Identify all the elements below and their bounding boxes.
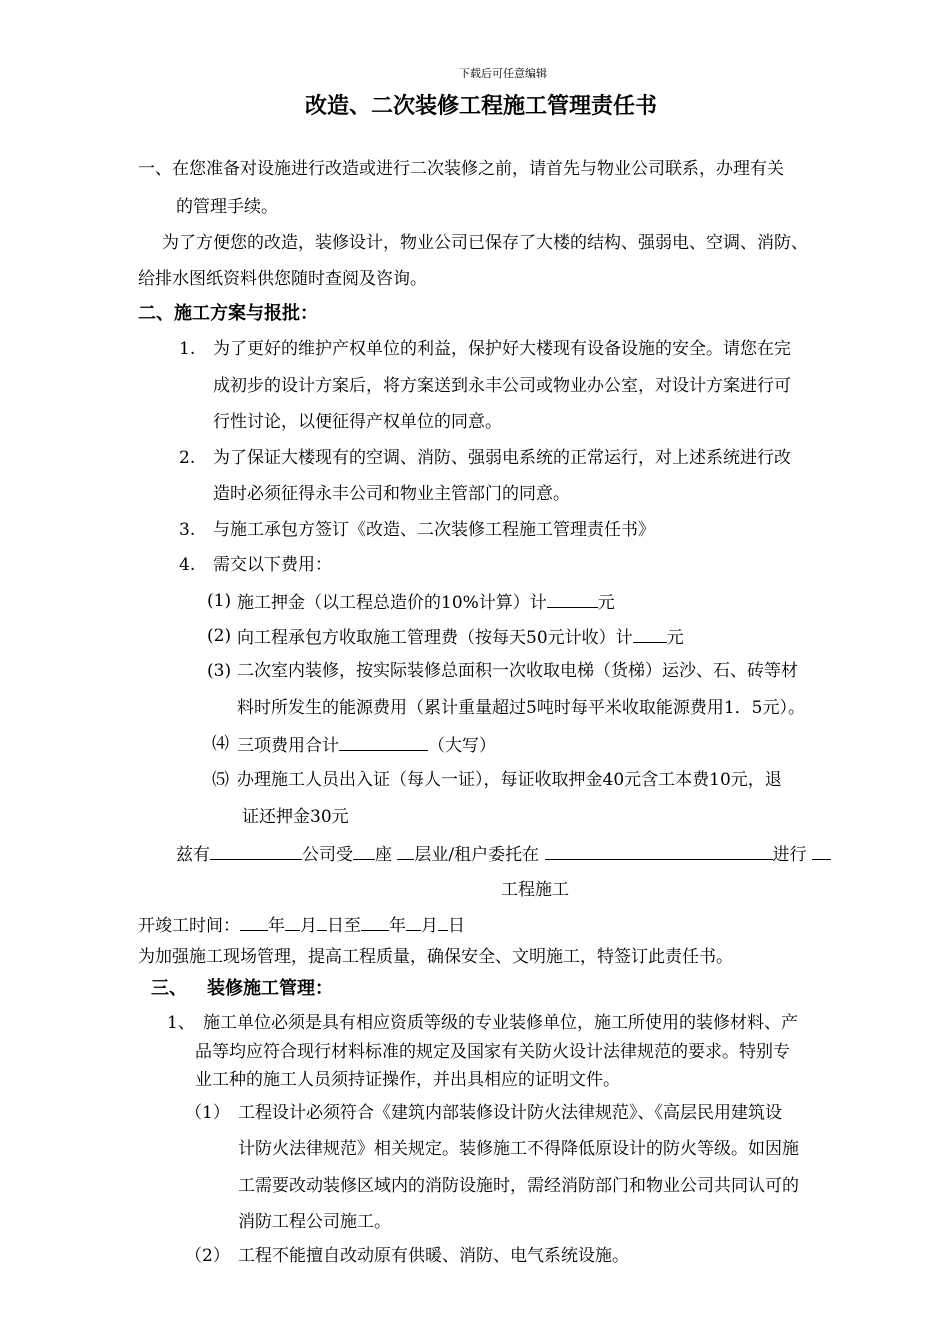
- agreement-line1: [176, 842, 831, 866]
- location-blank: [545, 842, 773, 860]
- page-header-note: 下载后可任意编辑: [459, 67, 547, 80]
- s1-p2-line1: 为了方便您的改造，装修设计，物业公司已保存了大楼的结构、强弱电、空调、消防、: [162, 233, 808, 253]
- s3-sub1-line1: 工程设计必须符合《建筑内部装修设计防火法律规范》、《高层民用建筑设: [238, 1103, 782, 1123]
- fee3-number: (3): [207, 661, 232, 681]
- s2-item1-line1: 为了更好的维护产权单位的利益，保护好大楼现有设备设施的安全。请您在完: [213, 339, 791, 359]
- s3-heading-number: 三、: [151, 978, 187, 999]
- time-label: 开竣工时间：: [138, 916, 240, 936]
- fee1-amount-blank: [547, 590, 598, 608]
- page-title: 改造、二次装修工程施工管理责任书: [305, 93, 658, 119]
- s3-sub1-line2: 计防火法律规范》相关规定。装修施工不得降低原设计的防火等级。如因施: [238, 1139, 799, 1159]
- s2-item3-number: 3.: [179, 520, 196, 540]
- time-month2-label: 月: [421, 916, 438, 936]
- agreement-text-5: 进行: [772, 845, 807, 865]
- end-day-blank: [438, 913, 448, 931]
- s3-sub1-line4: 消防工程公司施工。: [238, 1212, 391, 1232]
- fee1-line: [237, 590, 615, 614]
- s3-heading: 装修施工管理：: [207, 978, 333, 999]
- s2-item2-line1: 为了保证大楼现有的空调、消防、强弱电系统的正常运行，对上述系统进行改: [213, 448, 791, 468]
- s2-item4-line1: 需交以下费用：: [213, 555, 332, 575]
- fee4-total-blank: [339, 733, 428, 751]
- agreement-text-1: 兹有: [176, 845, 210, 865]
- s3-sub1-number: （1）: [185, 1103, 230, 1123]
- s2-heading: 二、施工方案与报批：: [138, 303, 318, 324]
- time-year2-label: 年: [389, 916, 406, 936]
- fee2-amount-blank: [633, 625, 667, 643]
- fee1-unit: 元: [597, 593, 615, 613]
- agreement-text-4: 层业/租户委托在: [414, 845, 540, 865]
- agreement-text-3: 座: [375, 845, 392, 865]
- fee1-text: 施工押金（以工程总造价的10%计算）计: [237, 593, 547, 613]
- fee4-text: 三项费用合计: [237, 736, 339, 756]
- s2-item3-line1: 与施工承包方签订《改造、二次装修工程施工管理责任书》: [213, 520, 655, 540]
- fee3-line1: 二次室内装修，按实际装修总面积一次收取电梯（货梯）运沙、石、砖等材: [237, 661, 798, 681]
- fee4-note: （大写）: [428, 736, 496, 756]
- s3-item1-number: 1、: [167, 1013, 195, 1033]
- s2-item1-number: 1.: [179, 339, 196, 359]
- fee1-number: (1): [207, 591, 232, 611]
- time-year-label: 年: [268, 916, 285, 936]
- project-blank: [812, 842, 831, 860]
- fee2-text: 向工程承包方收取施工管理费（按每天50元计收）计: [237, 628, 633, 648]
- fee2-number: (2): [207, 626, 232, 646]
- s3-sub2-number: （2）: [185, 1246, 230, 1266]
- start-year-blank: [240, 913, 268, 931]
- fee2-line: [237, 625, 684, 649]
- s2-item1-line3: 行性讨论，以便征得产权单位的同意。: [213, 412, 502, 432]
- purpose-line: 为加强施工现场管理，提高工程质量，确保安全、文明施工，特签订此责任书。: [138, 947, 733, 967]
- s2-item1-line2: 成初步的设计方案后，将方案送到永丰公司或物业办公室，对设计方案进行可: [213, 376, 791, 396]
- start-day-blank: [317, 913, 327, 931]
- s2-item2-number: 2.: [179, 448, 196, 468]
- fee5-number: ⑸: [212, 770, 229, 790]
- time-day2-label: 日: [448, 916, 465, 936]
- fee3-line2: 料时所发生的能源费用（累计重量超过5吨时每平米收取能源费用1．5元）。: [237, 698, 805, 718]
- start-month-blank: [285, 913, 300, 931]
- fee4-line: [237, 733, 496, 757]
- s3-sub1-line3: 工需要改动装修区域内的消防设施时，需经消防部门和物业公司共同认可的: [238, 1176, 799, 1196]
- agreement-text-2: 公司受: [302, 845, 353, 865]
- end-month-blank: [406, 913, 421, 931]
- fee5-line1: 办理施工人员出入证（每人一证），每证收取押金40元含工本费10元，退: [237, 770, 782, 790]
- floor-blank: [397, 842, 414, 860]
- s1-line2: 的管理手续。: [176, 197, 278, 217]
- s3-item1-line2: 品等均应符合现行材料标准的规定及国家有关防火设计法律规范的要求。特别专: [195, 1042, 790, 1062]
- fee2-unit: 元: [666, 628, 684, 648]
- s3-item1-line3: 业工种的施工人员须持证操作，并出具相应的证明文件。: [195, 1070, 620, 1090]
- fee5-line2: 证还押金30元: [242, 807, 349, 827]
- company-blank: [210, 842, 302, 860]
- fee4-number: ⑷: [212, 734, 229, 754]
- s3-sub2-line1: 工程不能擅自改动原有供暖、消防、电气系统设施。: [238, 1246, 629, 1266]
- time-month-label: 月: [300, 916, 317, 936]
- s3-item1-line1: 施工单位必须是具有相应资质等级的专业装修单位，施工所使用的装修材料、产: [203, 1013, 798, 1033]
- end-year-blank: [361, 913, 389, 931]
- s1-line1: 一、在您准备对设施进行改造或进行二次装修之前，请首先与物业公司联系，办理有关: [138, 159, 784, 179]
- time-dayto-label: 日至: [327, 916, 361, 936]
- agreement-line2: 工程施工: [501, 880, 569, 900]
- s1-p2-line2: 给排水图纸资料供您随时查阅及咨询。: [138, 269, 427, 289]
- building-blank: [353, 842, 375, 860]
- s2-item4-number: 4.: [179, 555, 196, 575]
- s2-item2-line2: 造时必须征得永丰公司和物业主管部门的同意。: [213, 484, 570, 504]
- construction-time: [138, 913, 465, 937]
